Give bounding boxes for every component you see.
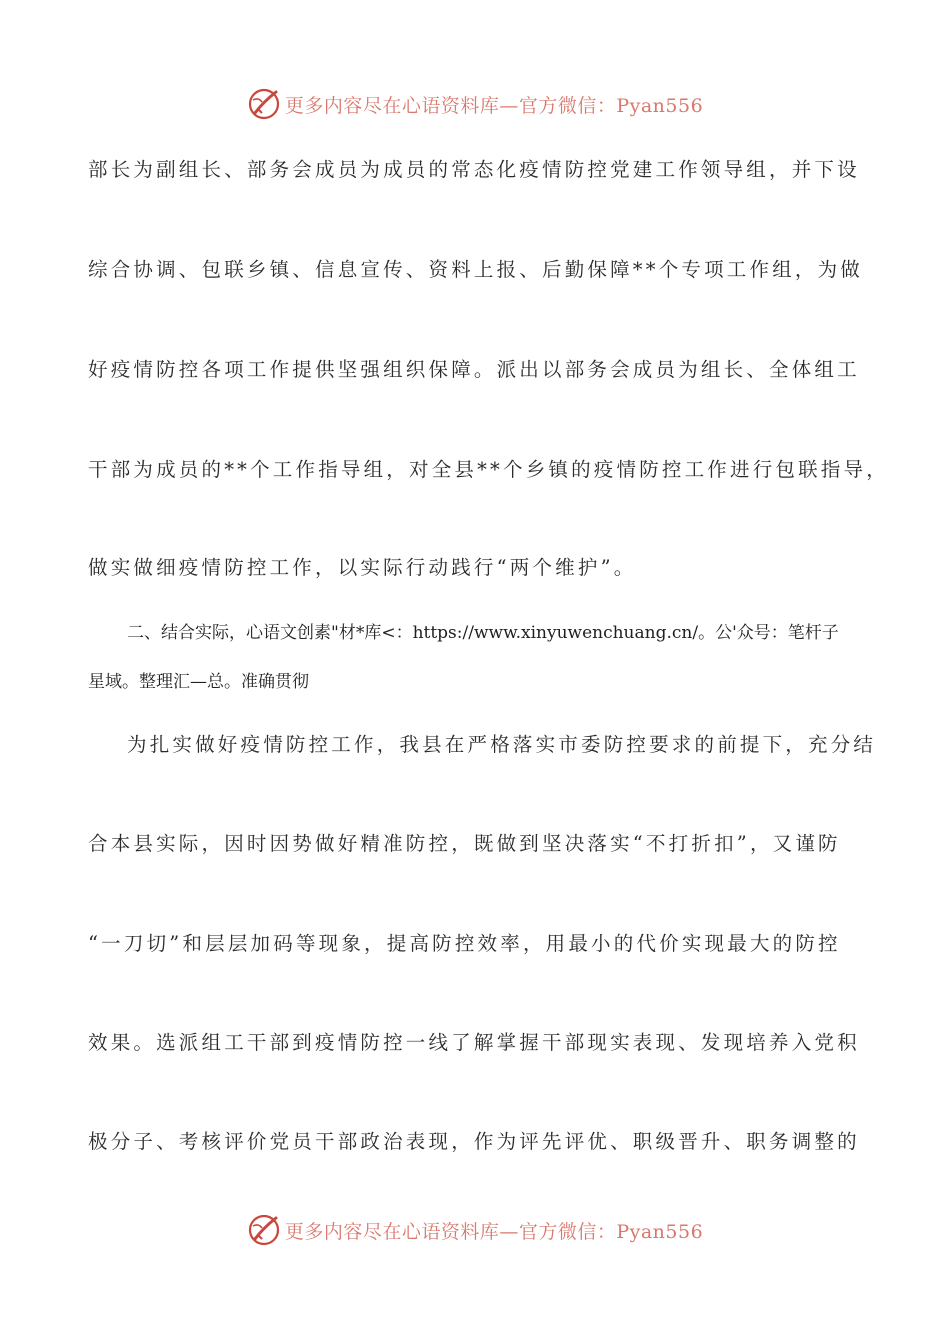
footer-banner-text: 更多内容尽在心语资料库—官方微信：Pyan556 [284, 1220, 704, 1243]
pen-logo-icon [247, 1213, 281, 1247]
body-line: 效果。选派组工干部到疫情防控一线了解掌握干部现实表现、发现培养入党积 [88, 1031, 860, 1054]
header-banner [0, 84, 950, 124]
body-line: 合本县实际，因时因势做好精准防控，既做到坚决落实“不打折扣”，又谨防 [88, 832, 841, 855]
body-line: 干部为成员的**个工作指导组，对全县**个乡镇的疫情防控工作进行包联指导， [88, 458, 889, 481]
body-line: 综合协调、包联乡镇、信息宣传、资料上报、后勤保障**个专项工作组，为做 [88, 258, 864, 281]
body-line: 为扎实做好疫情防控工作，我县在严格落实市委防控要求的前提下，充分结 [127, 733, 877, 756]
body-line: 好疫情防控各项工作提供坚强组织保障。派出以部务会成员为组长、全体组工 [88, 358, 860, 381]
pen-logo-icon [247, 87, 281, 121]
body-line: “一刀切”和层层加码等现象，提高防控效率，用最小的代价实现最大的防控 [88, 932, 841, 955]
header-banner-text: 更多内容尽在心语资料库—官方微信：Pyan556 [284, 94, 704, 117]
body-line: 做实做细疫情防控工作，以实际行动践行“两个维护”。 [88, 556, 637, 579]
section-heading-line-1: 二、结合实际，心语文创素"材*库<：https://www.xinyuwenchuang.cn/。公'众号：笔杆子 [127, 623, 839, 643]
body-line: 极分子、考核评价党员干部政治表现，作为评先评优、职级晋升、职务调整的 [88, 1130, 860, 1153]
section-heading-line-2: 星域。整理汇—总。准确贯彻 [88, 672, 309, 692]
footer-banner [0, 1210, 950, 1250]
body-line: 部长为副组长、部务会成员为成员的常态化疫情防控党建工作领导组，并下设 [88, 158, 860, 181]
